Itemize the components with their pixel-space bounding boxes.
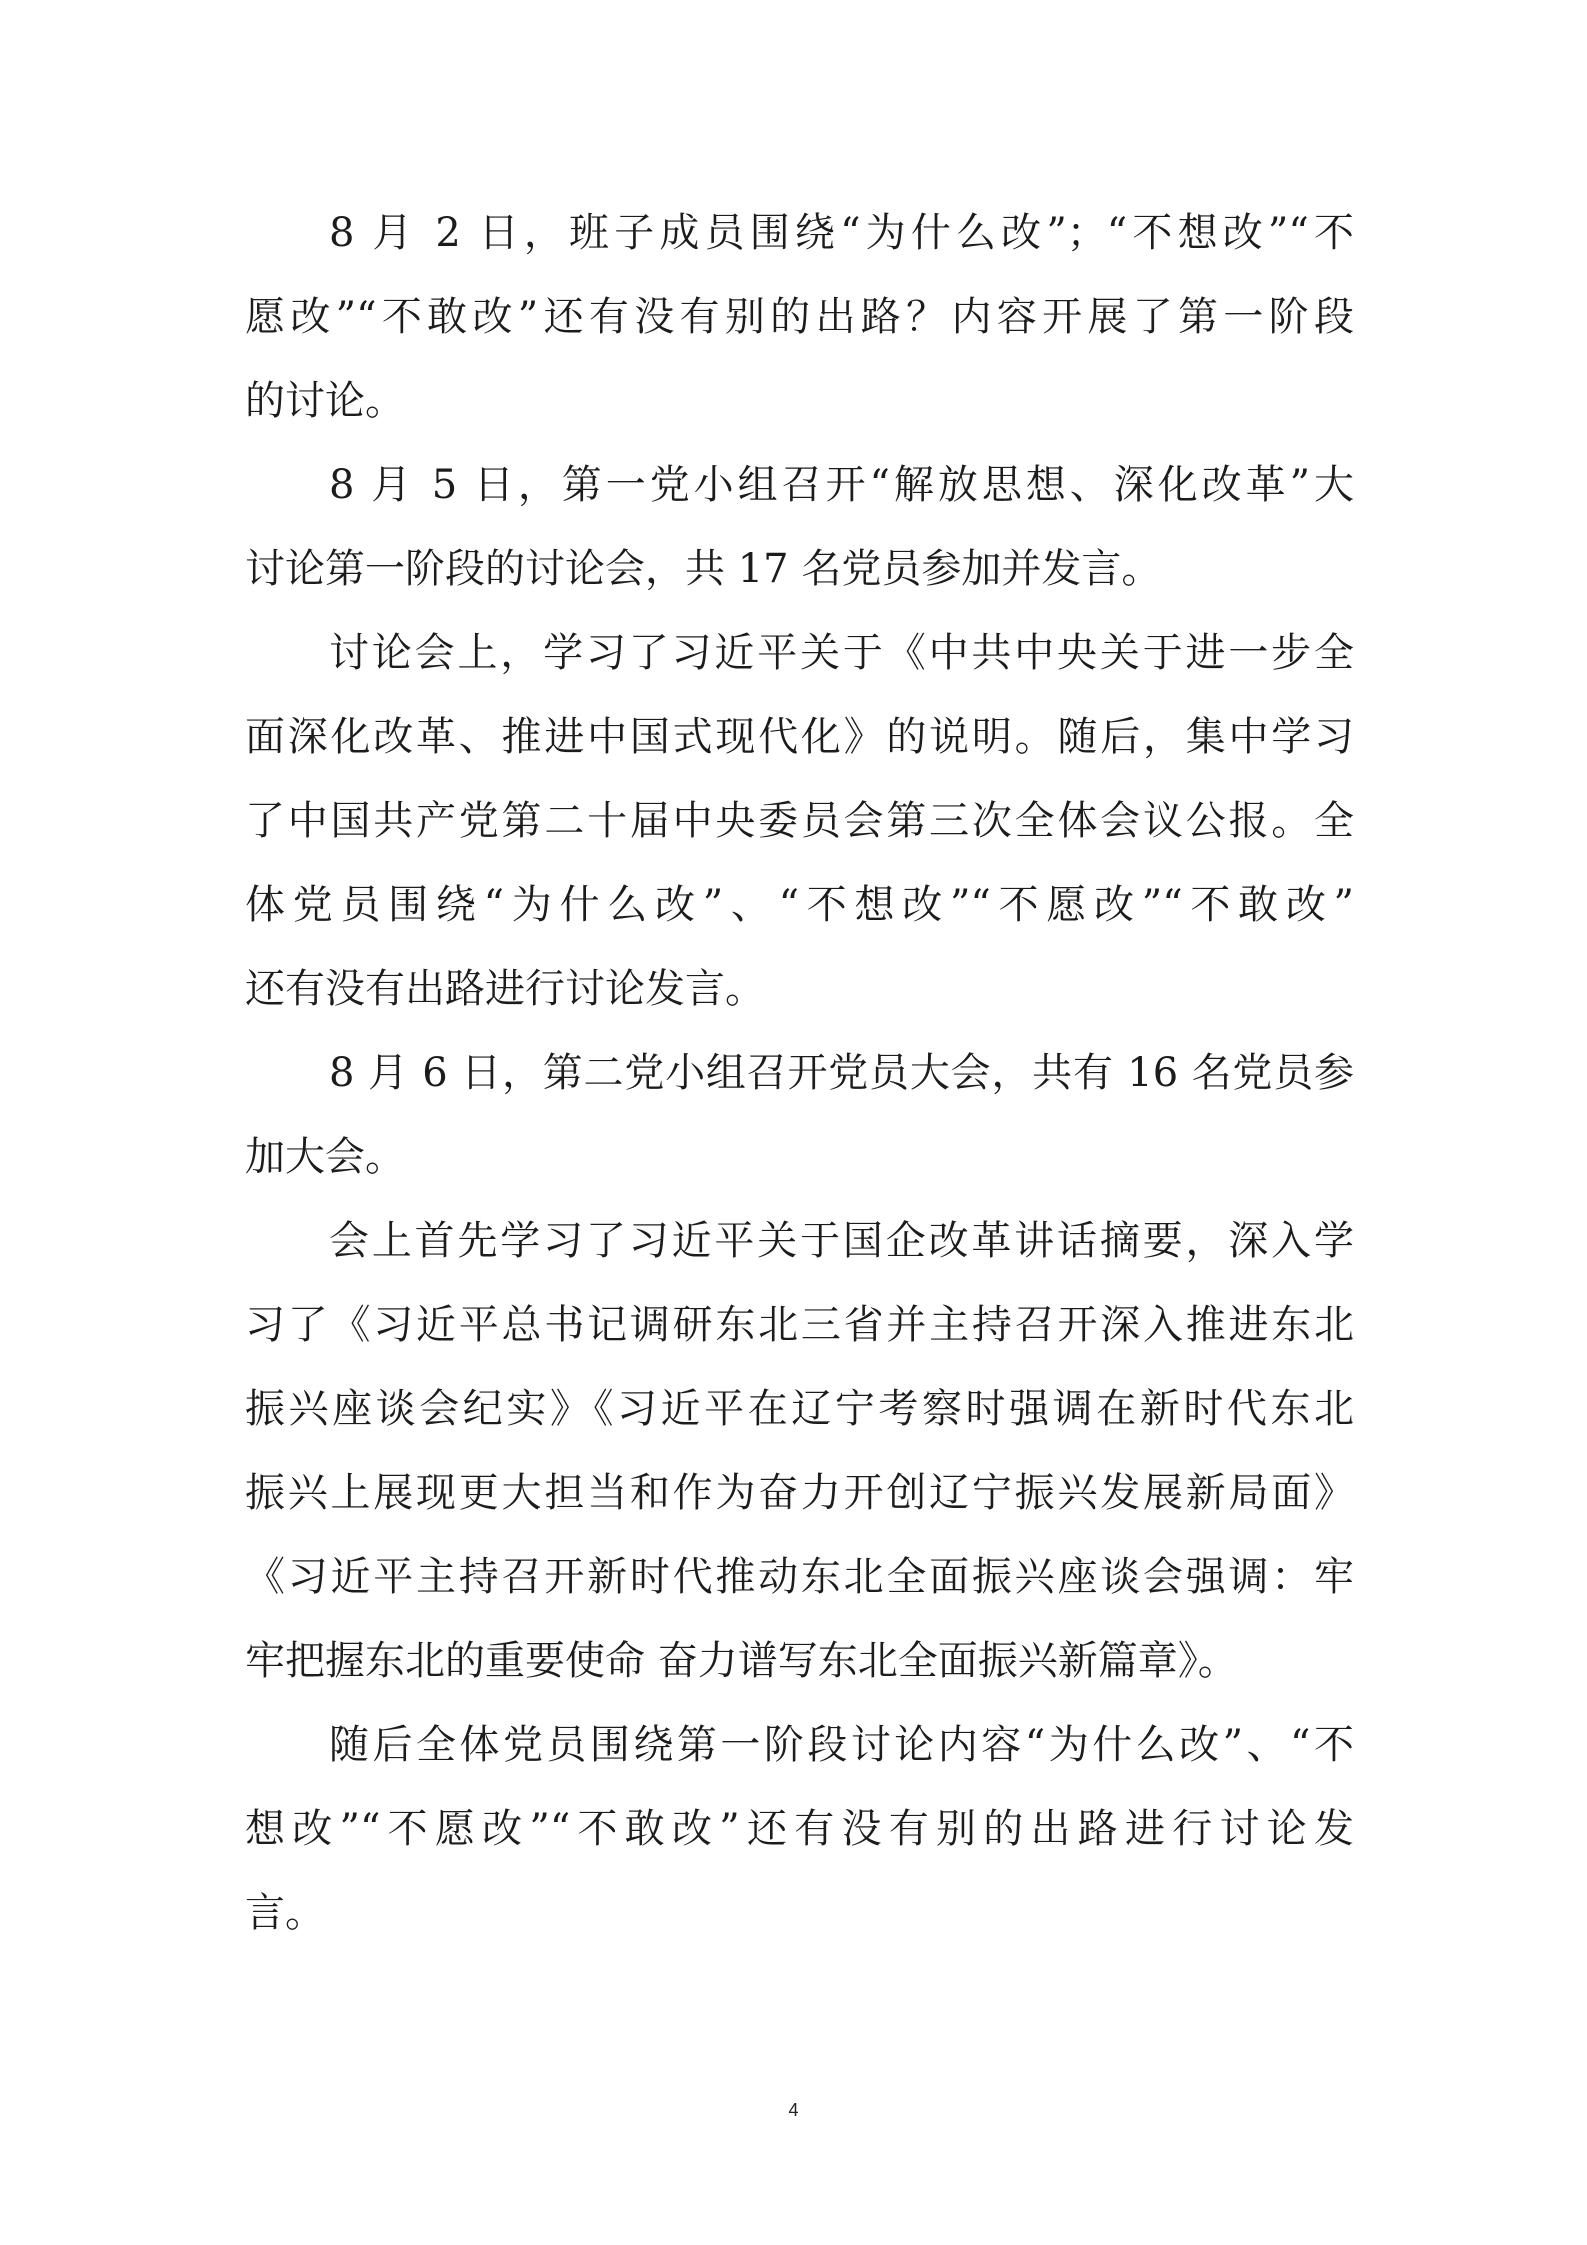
- text-line: 言。: [245, 1890, 325, 1936]
- paragraph-study-materials: [245, 1199, 1354, 1703]
- text-line: 8 月 5 日，第一党小组召开“解放思想、深化改革”大: [329, 462, 1354, 508]
- text-line: 讨论会上，学习了习近平关于《中共中央关于进一步全: [329, 630, 1354, 676]
- text-line: 随后全体党员围绕第一阶段讨论内容“为什么改”、“不: [329, 1722, 1354, 1768]
- paragraph-discussion-meeting: [245, 611, 1354, 1031]
- paragraph-aug-6: [245, 1031, 1354, 1199]
- text-line: 振兴座谈会纪实》《习近平在辽宁考察时强调在新时代东北: [245, 1386, 1354, 1432]
- text-line: 讨论第一阶段的讨论会，共 17 名党员参加并发言。: [245, 546, 1162, 592]
- text-line: 8 月 2 日，班子成员围绕“为什么改”；“不想改”“不: [329, 210, 1354, 256]
- document-body: [245, 191, 1354, 1955]
- text-line: 会上首先学习了习近平关于国企改革讲话摘要，深入学: [329, 1218, 1354, 1264]
- page-number: 4: [788, 2100, 799, 2120]
- text-line: 想改”“不愿改”“不敢改”还有没有别的出路进行讨论发: [245, 1806, 1354, 1852]
- text-line: 还有没有出路进行讨论发言。: [245, 966, 765, 1012]
- text-line: 加大会。: [245, 1134, 405, 1180]
- text-line: 面深化改革、推进中国式现代化》的说明。随后，集中学习: [245, 714, 1354, 760]
- paragraph-aug-5: [245, 443, 1354, 611]
- text-line: 《习近平主持召开新时代推动东北全面振兴座谈会强调：牢: [245, 1554, 1354, 1600]
- text-line: 8 月 6 日，第二党小组召开党员大会，共有 16 名党员参: [329, 1050, 1354, 1096]
- paragraph-closing-discussion: [245, 1703, 1354, 1955]
- text-line: 牢把握东北的重要使命 奋力谱写东北全面振兴新篇章》。: [245, 1638, 1238, 1684]
- text-line: 体党员围绕“为什么改”、“不想改”“不愿改”“不敢改”: [245, 882, 1354, 928]
- text-line: 的讨论。: [245, 378, 405, 424]
- text-line: 习了《习近平总书记调研东北三省并主持召开深入推进东北: [245, 1302, 1354, 1348]
- text-line: 愿改”“不敢改”还有没有别的出路？内容开展了第一阶段: [245, 294, 1354, 340]
- paragraph-aug-2: [245, 191, 1354, 443]
- text-line: 振兴上展现更大担当和作为奋力开创辽宁振兴发展新局面》: [245, 1470, 1354, 1516]
- text-line: 了中国共产党第二十届中央委员会第三次全体会议公报。全: [245, 798, 1354, 844]
